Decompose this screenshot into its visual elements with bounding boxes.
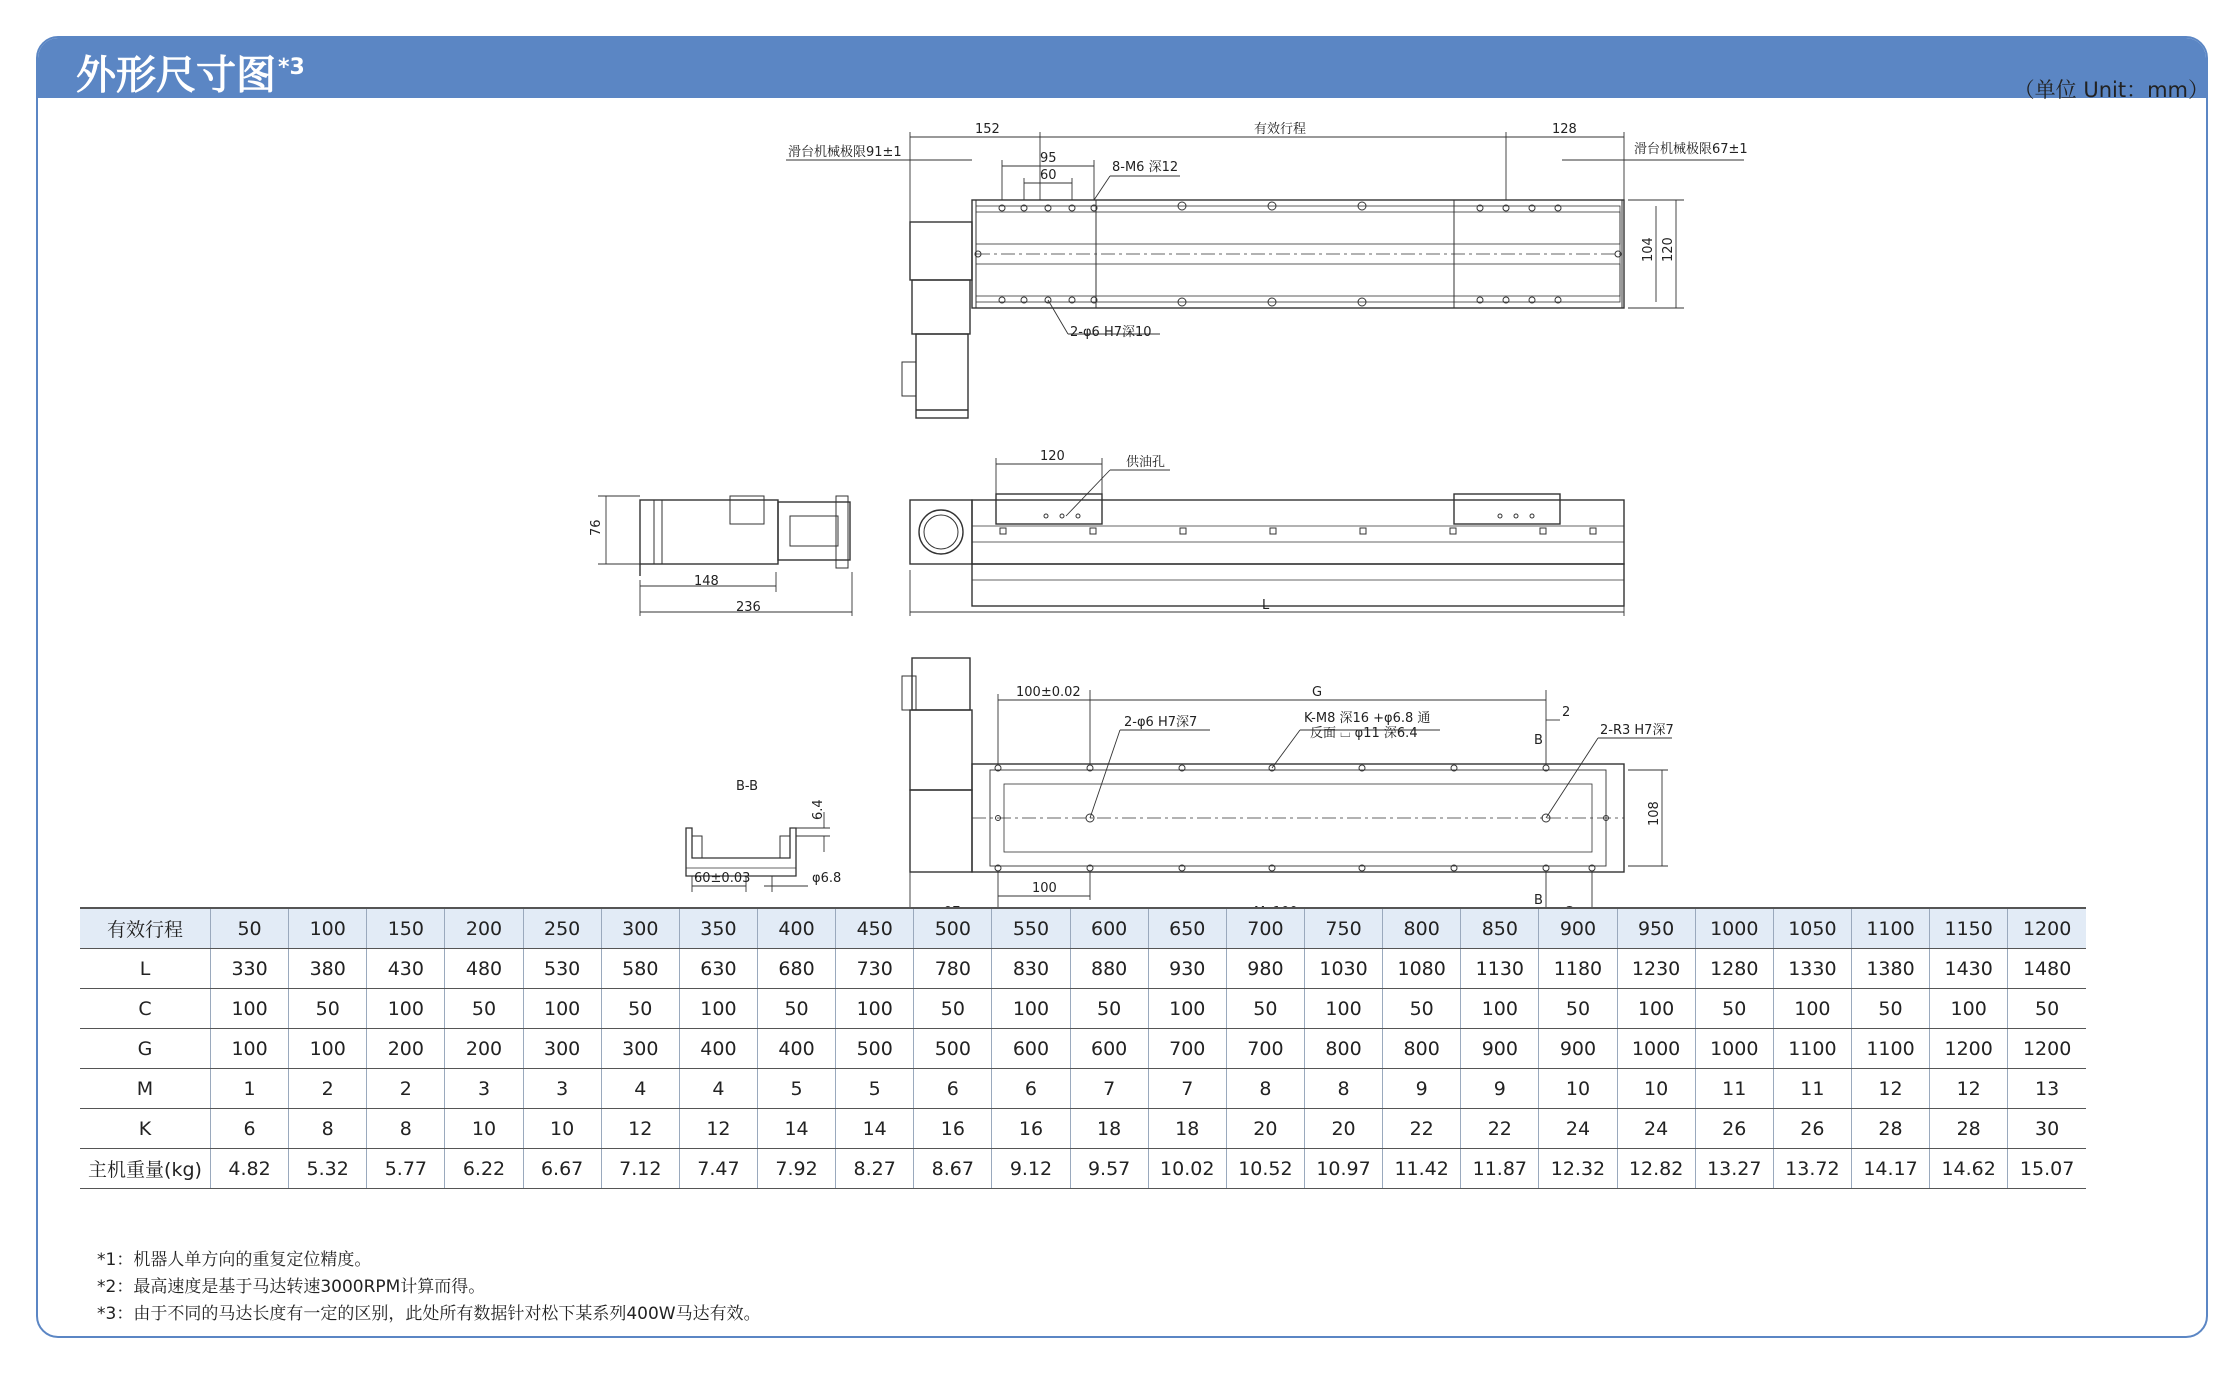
table-cell: 10: [523, 1109, 601, 1149]
table-cell: 600: [1070, 1029, 1148, 1069]
table-cell: 12: [1930, 1069, 2008, 1109]
table-cell: 100: [1461, 989, 1539, 1029]
table-row: [80, 1029, 2086, 1069]
table-cell: 1: [211, 1069, 289, 1109]
table-cell: 1100: [1851, 1029, 1929, 1069]
table-cell: 400: [757, 908, 835, 949]
table-cell: 20: [1304, 1109, 1382, 1149]
table-cell: 680: [757, 949, 835, 989]
table-cell: 50: [1383, 989, 1461, 1029]
table-cell: 4: [601, 1069, 679, 1109]
table-cell: 600: [992, 1029, 1070, 1069]
table-cell: 950: [1617, 908, 1695, 949]
table-cell: 6.67: [523, 1149, 601, 1189]
slider-left: [996, 494, 1102, 524]
table-cell: 2: [289, 1069, 367, 1109]
table-cell: 250: [523, 908, 601, 949]
table-cell: 8: [1304, 1069, 1382, 1109]
table-cell: 100: [1617, 989, 1695, 1029]
table-cell: 100: [523, 989, 601, 1029]
table-cell: 30: [2008, 1109, 2086, 1149]
table-cell: 50: [1851, 989, 1929, 1029]
section-mark-top: B: [1534, 733, 1543, 748]
dim-120-horizontal: 120: [1040, 449, 1065, 464]
dim-6-4: 6.4: [811, 799, 826, 820]
table-cell: 100: [1930, 989, 2008, 1029]
dim-60: 60: [1040, 168, 1057, 183]
table-cell: 550: [992, 908, 1070, 949]
table-cell: 1080: [1383, 949, 1461, 989]
side-view-body: [972, 500, 1624, 564]
page-title: 外形尺寸图$^{*3}$: [76, 52, 305, 99]
table-cell: 100: [1773, 989, 1851, 1029]
table-cell: 1180: [1539, 949, 1617, 989]
side-view-base: [972, 564, 1624, 606]
table-cell: 28: [1851, 1109, 1929, 1149]
table-cell: 100: [211, 989, 289, 1029]
table-cell: 100: [289, 1029, 367, 1069]
table-cell: 28: [1930, 1109, 2008, 1149]
table-cell: 10.97: [1304, 1149, 1382, 1189]
table-cell: 50: [1226, 989, 1304, 1029]
top-view: [786, 122, 1748, 418]
slot-holes-note: 2-R3 H7深7: [1600, 723, 1674, 738]
row-label: 有效行程: [80, 908, 211, 949]
table-cell: 14: [836, 1109, 914, 1149]
table-cell: 1030: [1304, 949, 1382, 989]
table-cell: 50: [1695, 989, 1773, 1029]
side-view: [910, 449, 1624, 616]
table-cell: 26: [1773, 1109, 1851, 1149]
dim-L: L: [1262, 598, 1270, 613]
table-cell: 13.27: [1695, 1149, 1773, 1189]
table-cell: 5.77: [367, 1149, 445, 1189]
table-cell: 730: [836, 949, 914, 989]
table-cell: 6: [914, 1069, 992, 1109]
table-cell: 16: [914, 1109, 992, 1149]
table-cell: 5: [836, 1069, 914, 1109]
table-cell: 380: [289, 949, 367, 989]
section-bb-title: B-B: [736, 779, 759, 794]
table-cell: 50: [1539, 989, 1617, 1029]
row-label: 主机重量(kg): [80, 1149, 211, 1189]
table-cell: 750: [1304, 908, 1382, 949]
table-cell: 6: [211, 1109, 289, 1149]
table-cell: 100: [211, 1029, 289, 1069]
table-cell: 700: [1226, 908, 1304, 949]
table-cell: 700: [1148, 1029, 1226, 1069]
table-row: [80, 908, 2086, 949]
dim-2: 2: [1562, 705, 1571, 720]
dim-76: 76: [589, 519, 604, 536]
table-row: [80, 949, 2086, 989]
dim-152: 152: [975, 122, 1000, 137]
row-label: K: [80, 1109, 211, 1149]
table-cell: 500: [914, 1029, 992, 1069]
table-cell: 5.32: [289, 1149, 367, 1189]
table-cell: 1130: [1461, 949, 1539, 989]
table-cell: 22: [1461, 1109, 1539, 1149]
table-cell: 3: [523, 1069, 601, 1109]
table-cell: 15.07: [2008, 1149, 2086, 1189]
table-cell: 830: [992, 949, 1070, 989]
table-cell: 530: [523, 949, 601, 989]
table-cell: 4.82: [211, 1149, 289, 1189]
table-cell: 650: [1148, 908, 1226, 949]
table-cell: 2: [367, 1069, 445, 1109]
table-cell: 8: [367, 1109, 445, 1149]
table-cell: 1150: [1930, 908, 2008, 949]
slider-right: [1454, 494, 1560, 524]
table-row: [80, 989, 2086, 1029]
table-cell: 10.02: [1148, 1149, 1226, 1189]
table-cell: 930: [1148, 949, 1226, 989]
dim-95: 95: [1040, 151, 1057, 166]
table-cell: 1000: [1617, 1029, 1695, 1069]
table-cell: 9.57: [1070, 1149, 1148, 1189]
table-cell: 8: [1226, 1069, 1304, 1109]
dim-148: 148: [694, 574, 719, 589]
table-cell: 1380: [1851, 949, 1929, 989]
table-cell: 400: [757, 1029, 835, 1069]
table-cell: 14: [757, 1109, 835, 1149]
table-cell: 200: [367, 1029, 445, 1069]
table-cell: 10: [1539, 1069, 1617, 1109]
table-cell: 350: [679, 908, 757, 949]
table-cell: 300: [601, 1029, 679, 1069]
table-cell: 13.72: [1773, 1149, 1851, 1189]
table-cell: 11.42: [1383, 1149, 1461, 1189]
top-motor-flange: [910, 222, 972, 280]
table-cell: 7.47: [679, 1149, 757, 1189]
table-cell: 12: [601, 1109, 679, 1149]
table-cell: 22: [1383, 1109, 1461, 1149]
table-cell: 1230: [1617, 949, 1695, 989]
table-cell: 18: [1070, 1109, 1148, 1149]
table-cell: 780: [914, 949, 992, 989]
table-cell: 100: [289, 908, 367, 949]
table-cell: 12: [1851, 1069, 1929, 1109]
end-view: [589, 496, 852, 616]
table-cell: 200: [445, 908, 523, 949]
row-label: C: [80, 989, 211, 1029]
dim-104: 104: [1641, 237, 1656, 262]
table-cell: 700: [1226, 1029, 1304, 1069]
bottom-motor: [910, 710, 972, 790]
section-bb: [686, 779, 841, 892]
table-cell: 10: [445, 1109, 523, 1149]
table-cell: 1200: [2008, 1029, 2086, 1069]
table-cell: 10: [1617, 1069, 1695, 1109]
footnote-3: *3：由于不同的马达长度有一定的区别，此处所有数据针对松下某系列400W马达有效。: [97, 1304, 761, 1324]
bottom-view: [902, 658, 1674, 926]
pin-holes-bottom-note: 2-φ6 H7深7: [1124, 715, 1198, 730]
table-cell: 7: [1148, 1069, 1226, 1109]
title-superscript: *3: [278, 55, 305, 80]
table-cell: 9.12: [992, 1149, 1070, 1189]
end-view-motor: [640, 500, 778, 564]
table-cell: 12.82: [1617, 1149, 1695, 1189]
table-cell: 900: [1461, 1029, 1539, 1069]
top-motor-body: [916, 334, 968, 418]
table-cell: 100: [992, 989, 1070, 1029]
table-cell: 8.67: [914, 1149, 992, 1189]
table-cell: 980: [1226, 949, 1304, 989]
footnote-1: *1：机器人单方向的重复定位精度。: [97, 1250, 372, 1270]
table-cell: 880: [1070, 949, 1148, 989]
table-cell: 50: [2008, 989, 2086, 1029]
table-cell: 800: [1304, 1029, 1382, 1069]
table-cell: 14.17: [1851, 1149, 1929, 1189]
slide-limit-right: 滑台机械极限67±1: [1634, 142, 1748, 157]
table-cell: 50: [601, 989, 679, 1029]
dim-60-tolerance: 60±0.03: [694, 871, 751, 886]
table-cell: 6: [992, 1069, 1070, 1109]
table-cell: 1050: [1773, 908, 1851, 949]
table-cell: 20: [1226, 1109, 1304, 1149]
dim-6-8: φ6.8: [812, 871, 842, 886]
table-cell: 9: [1383, 1069, 1461, 1109]
dim-100-tolerance: 100±0.02: [1016, 685, 1081, 700]
table-cell: 14.62: [1930, 1149, 2008, 1189]
table-cell: 4: [679, 1069, 757, 1109]
table-cell: 16: [992, 1109, 1070, 1149]
dim-128: 128: [1552, 122, 1577, 137]
pin-holes-top-note: 2-φ6 H7深10: [1070, 325, 1152, 340]
table-cell: 8: [289, 1109, 367, 1149]
table-cell: 580: [601, 949, 679, 989]
table-cell: 10.52: [1226, 1149, 1304, 1189]
table-cell: 3: [445, 1069, 523, 1109]
spec-table: [80, 907, 2086, 1189]
table-cell: 500: [914, 908, 992, 949]
table-cell: 100: [1304, 989, 1382, 1029]
counterbore-note: 反面 ⌴ φ11 深6.4: [1310, 726, 1418, 741]
table-cell: 900: [1539, 908, 1617, 949]
table-cell: 300: [523, 1029, 601, 1069]
table-cell: 1430: [1930, 949, 2008, 989]
row-label: L: [80, 949, 211, 989]
table-row: [80, 1149, 2086, 1189]
footnote-2: *2：最高速度是基于马达转速3000RPM计算而得。: [97, 1277, 486, 1297]
table-cell: 150: [367, 908, 445, 949]
mount-holes-note: K-M8 深16 +φ6.8 通: [1304, 711, 1431, 726]
dim-108: 108: [1647, 801, 1662, 826]
table-cell: 100: [679, 989, 757, 1029]
table-cell: 500: [836, 1029, 914, 1069]
table-cell: 800: [1383, 908, 1461, 949]
footnotes: [97, 1247, 761, 1328]
table-cell: 7.12: [601, 1149, 679, 1189]
table-cell: 330: [211, 949, 289, 989]
table-cell: 50: [914, 989, 992, 1029]
table-cell: 100: [1148, 989, 1226, 1029]
table-cell: 8.27: [836, 1149, 914, 1189]
table-cell: 1330: [1773, 949, 1851, 989]
table-cell: 50: [1070, 989, 1148, 1029]
table-cell: 300: [601, 908, 679, 949]
table-cell: 100: [367, 989, 445, 1029]
table-cell: 13: [2008, 1069, 2086, 1109]
table-cell: 800: [1383, 1029, 1461, 1069]
table-cell: 18: [1148, 1109, 1226, 1149]
table-cell: 1200: [1930, 1029, 2008, 1069]
table-cell: 1480: [2008, 949, 2086, 989]
table-cell: 11: [1695, 1069, 1773, 1109]
table-cell: 400: [679, 1029, 757, 1069]
dim-effective-stroke: 有效行程: [1254, 122, 1307, 137]
table-cell: 850: [1461, 908, 1539, 949]
table-cell: 6.22: [445, 1149, 523, 1189]
table-cell: 7.92: [757, 1149, 835, 1189]
table-cell: 12: [679, 1109, 757, 1149]
row-label: M: [80, 1069, 211, 1109]
table-cell: 24: [1617, 1109, 1695, 1149]
table-cell: 1280: [1695, 949, 1773, 989]
dim-236: 236: [736, 600, 761, 615]
side-motor-shaft: [919, 510, 963, 554]
table-cell: 480: [445, 949, 523, 989]
table-cell: 1100: [1851, 908, 1929, 949]
table-cell: 50: [211, 908, 289, 949]
table-cell: 430: [367, 949, 445, 989]
table-cell: 11: [1773, 1069, 1851, 1109]
table-cell: 24: [1539, 1109, 1617, 1149]
table-cell: 100: [836, 989, 914, 1029]
thread-holes-note: 8-M6 深12: [1112, 160, 1179, 175]
table-cell: 1000: [1695, 908, 1773, 949]
table-cell: 11.87: [1461, 1149, 1539, 1189]
table-cell: 1100: [1773, 1029, 1851, 1069]
table-cell: 7: [1070, 1069, 1148, 1109]
table-cell: 5: [757, 1069, 835, 1109]
table-cell: 450: [836, 908, 914, 949]
table-cell: 600: [1070, 908, 1148, 949]
table-row: [80, 1069, 2086, 1109]
table-cell: 50: [445, 989, 523, 1029]
row-label: G: [80, 1029, 211, 1069]
oil-hole-note: 供油孔: [1126, 455, 1166, 470]
unit-label: （单位 Unit：mm）: [2013, 78, 2209, 102]
dim-100: 100: [1032, 881, 1057, 896]
table-cell: 200: [445, 1029, 523, 1069]
dim-120-vertical: 120: [1661, 237, 1676, 262]
section-mark-bottom: B: [1534, 893, 1543, 908]
table-cell: 50: [757, 989, 835, 1029]
table-cell: 630: [679, 949, 757, 989]
table-cell: 1000: [1695, 1029, 1773, 1069]
table-cell: 50: [289, 989, 367, 1029]
table-cell: 26: [1695, 1109, 1773, 1149]
dim-G: G: [1312, 685, 1323, 700]
slide-limit-left: 滑台机械极限91±1: [788, 145, 902, 160]
table-row: [80, 1109, 2086, 1149]
table-cell: 1200: [2008, 908, 2086, 949]
table-cell: 900: [1539, 1029, 1617, 1069]
table-cell: 12.32: [1539, 1149, 1617, 1189]
table-cell: 9: [1461, 1069, 1539, 1109]
